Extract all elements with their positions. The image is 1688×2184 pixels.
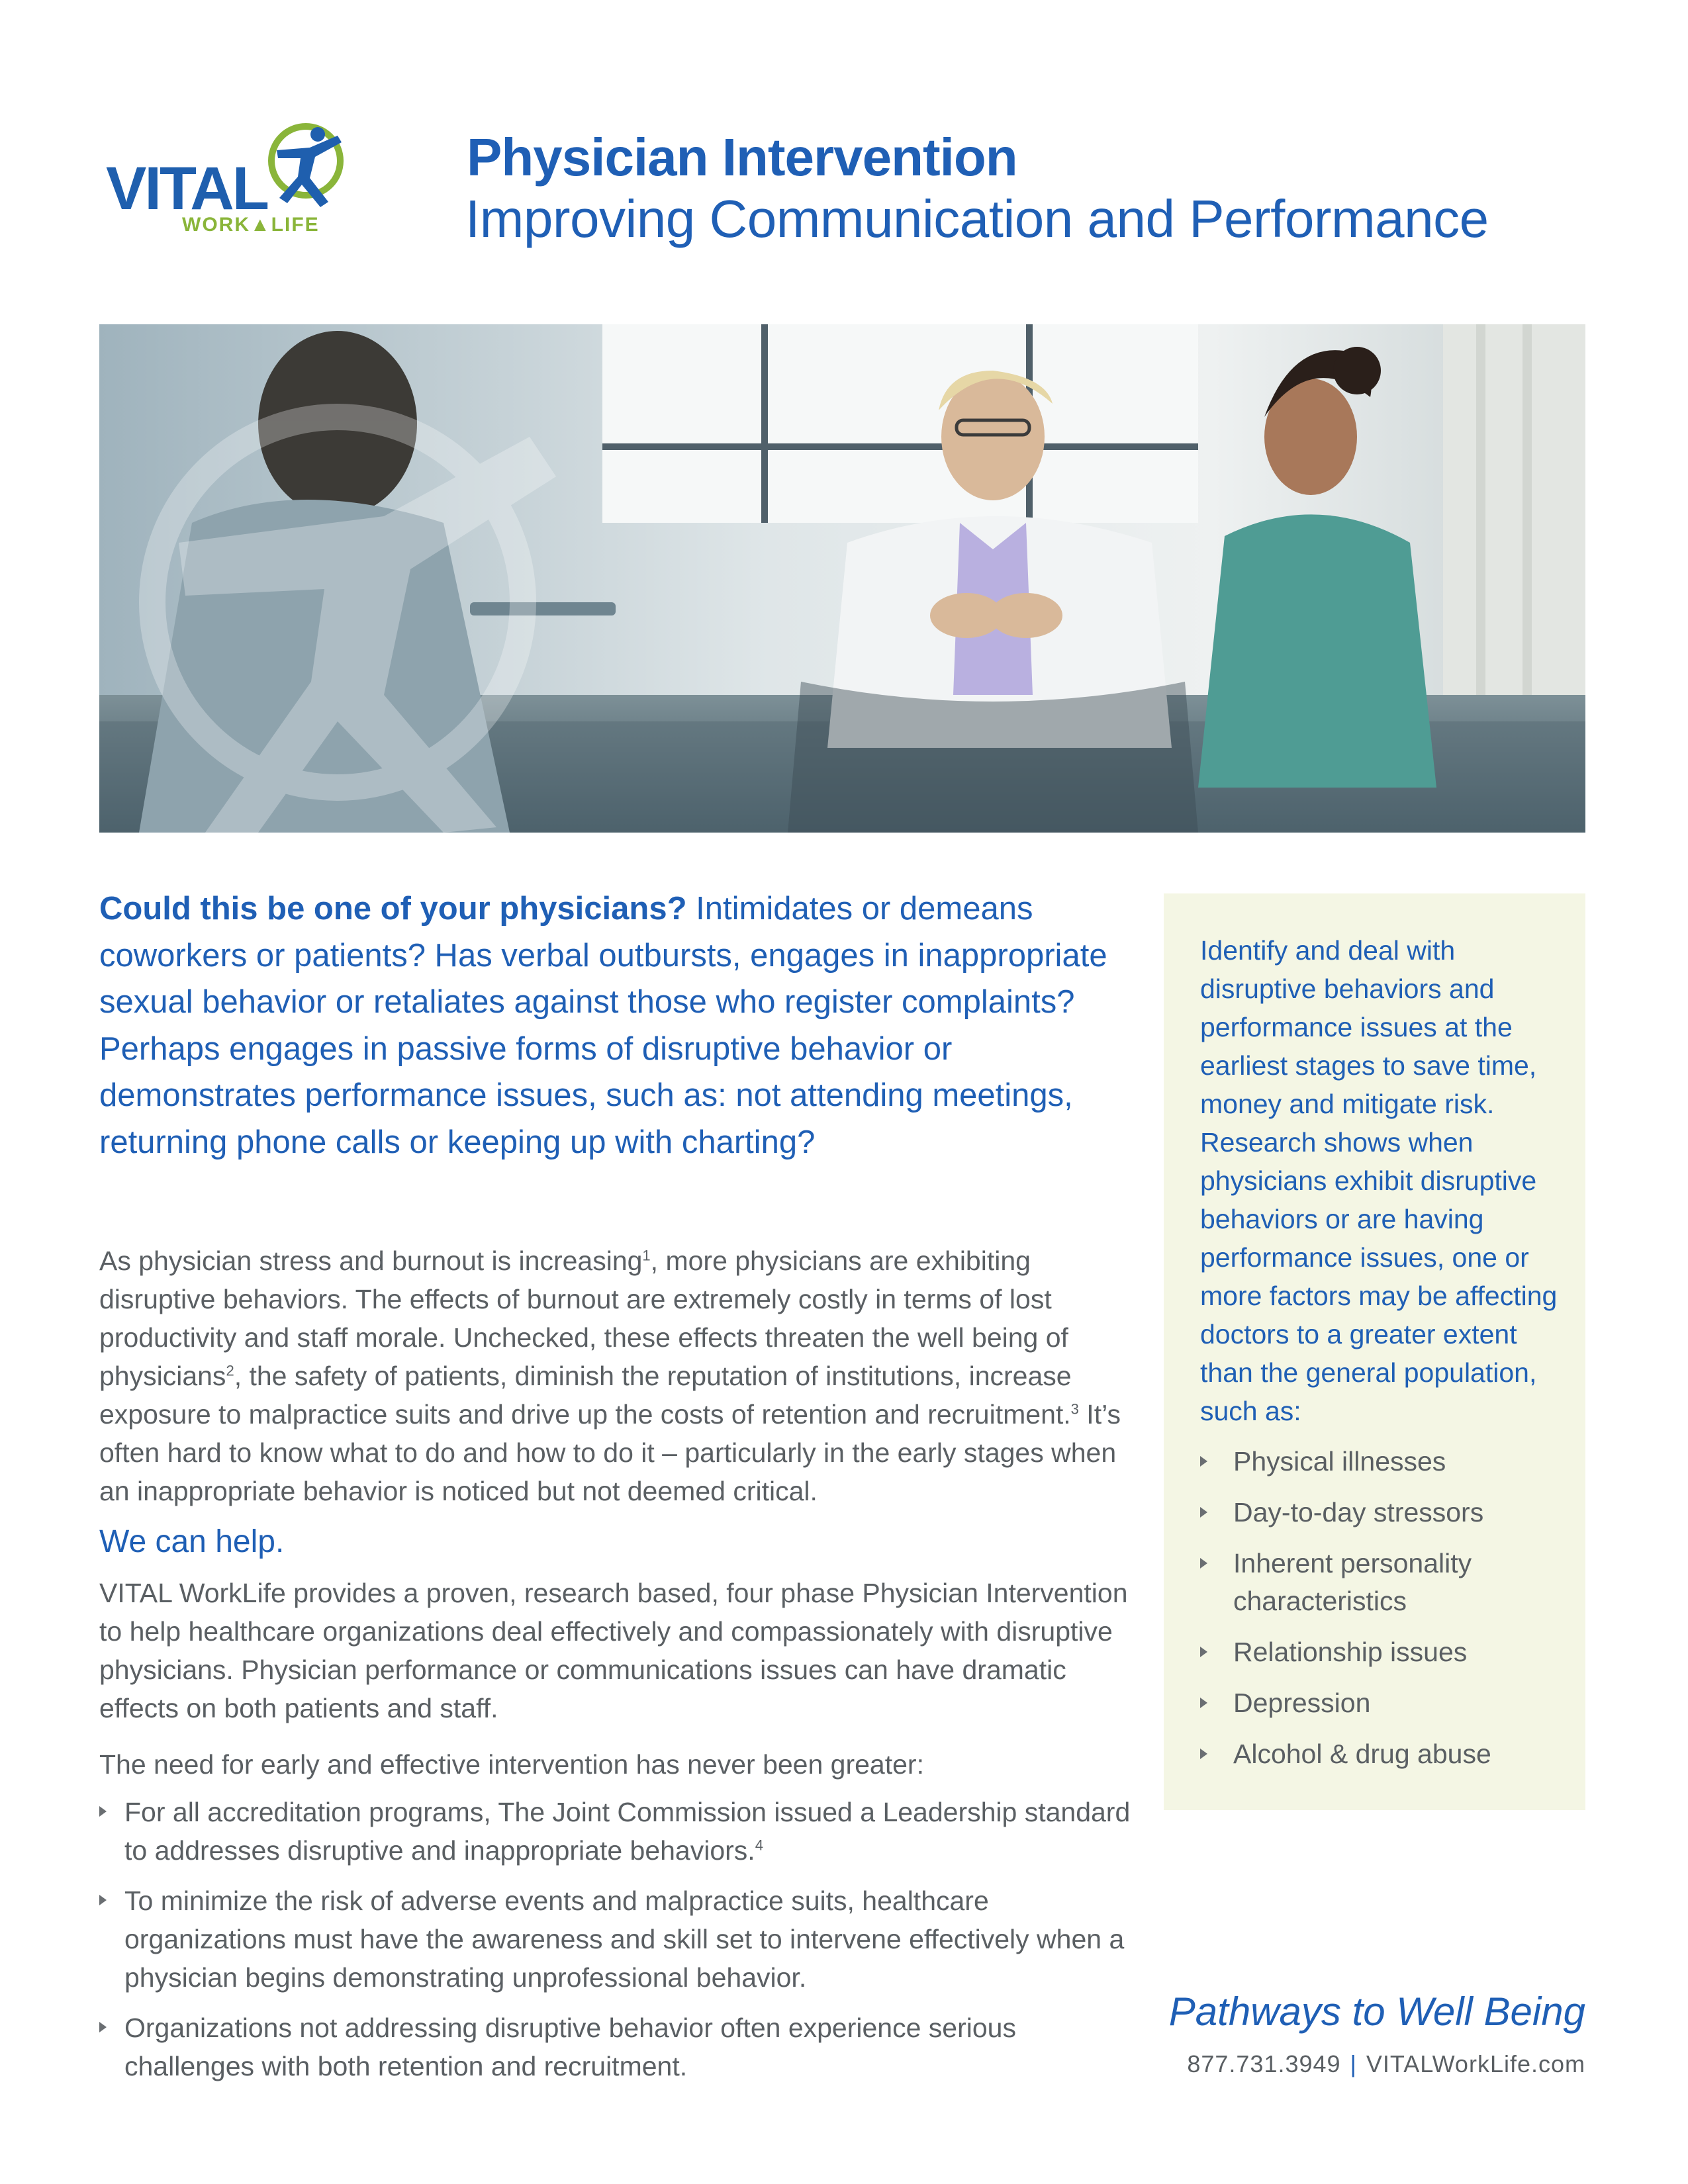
- tagline: Pathways to Well Being: [1168, 1989, 1585, 2034]
- bullet-triangle-icon: [1200, 1647, 1207, 1657]
- list-item: [1200, 1633, 1571, 1671]
- bullet-triangle-icon: [1200, 1698, 1207, 1708]
- help-paragraph: VITAL WorkLife provides a proven, research based, four phase Physician Intervention to help healthcare organizations deal effectively and compassionately with disruptive physicians. Physician performance or communications issues can have dramatic effects on both patients and staff.: [99, 1578, 1128, 1723]
- logo-wordmark: VITAL: [106, 155, 267, 222]
- need-statement: The need for early and effective intervention has never been greater:: [99, 1749, 924, 1780]
- bullet-triangle-icon: [1200, 1749, 1207, 1759]
- factor-label: Physical illnesses: [1233, 1446, 1446, 1477]
- bullet-triangle-icon: [99, 2022, 107, 2032]
- help-heading: We can help.: [99, 1524, 285, 1559]
- intro-question: [99, 886, 1132, 1165]
- footnote-ref-1: 1: [642, 1247, 651, 1264]
- para1-text-c: , the safety of patients, diminish the reputation of institutions, increase exposure to malpractice suits and drive up the costs of retention and recruitment.: [99, 1361, 1072, 1430]
- bullet-triangle-icon: [1200, 1507, 1207, 1518]
- list-item: [1200, 1684, 1571, 1722]
- bullet-triangle-icon: [1200, 1558, 1207, 1569]
- footnote-ref-3: 3: [1070, 1400, 1079, 1418]
- para1-text-a: As physician stress and burnout is increasing: [99, 1246, 643, 1276]
- meeting-photo-illustration: [99, 324, 1585, 833]
- contact-separator: |: [1350, 2050, 1357, 2077]
- list-item: [99, 2009, 1132, 2085]
- list-item: [1200, 1545, 1571, 1620]
- para1-text-d: It’s often hard to know what to do and how to do it – particularly in the early stages when an inappropriate behavior is noticed but not deemed critical.: [99, 1399, 1121, 1506]
- hero-photo: [99, 324, 1585, 833]
- page-title: Physician Intervention: [467, 128, 1017, 187]
- contact-line: [1164, 2050, 1585, 2078]
- bullet-text: Organizations not addressing disruptive behavior often experience serious challenges with both retention and recruitment.: [124, 2013, 1016, 2081]
- bullet-triangle-icon: [99, 1895, 107, 1905]
- factor-list: [1200, 1443, 1571, 1786]
- bullet-triangle-icon: [99, 1806, 107, 1817]
- website-link[interactable]: VITALWorkLife.com: [1366, 2050, 1585, 2077]
- factor-label: Alcohol & drug abuse: [1233, 1739, 1491, 1769]
- footnote-ref-4: 4: [755, 1837, 763, 1854]
- footnote-ref-2: 2: [226, 1362, 234, 1379]
- factors-sidebar: [1164, 893, 1585, 1810]
- burnout-paragraph: [99, 1242, 1145, 1510]
- bullet-text: To minimize the risk of adverse events and malpractice suits, healthcare organizations must have the awareness and skill set to intervene effectively when a physician begins demonstrating unprofessional behavior.: [124, 1886, 1125, 1993]
- factor-label: Depression: [1233, 1688, 1371, 1718]
- list-item: [1200, 1443, 1571, 1480]
- para1-text-b: , more physicians are exhibiting disruptive behaviors. The effects of burnout are extremely costly in terms of lost productivity and staff morale. Unchecked, these effects threaten the well being of physicians: [99, 1246, 1068, 1391]
- intro-text: Intimidates or demeans coworkers or patients? Has verbal outbursts, engages in inappropriate sexual behavior or retaliates against those who register complaints? Perhaps engages in passive forms of disruptive behavior or demonstrates performance issues, such as: not attending meetings, returning phone calls or keeping up with charting?: [99, 891, 1107, 1160]
- list-item: [1200, 1494, 1571, 1531]
- factor-label: Relationship issues: [1233, 1637, 1468, 1667]
- phone-number: 877.731.3949: [1187, 2050, 1341, 2077]
- logo-subtext: WORK▲LIFE: [182, 214, 320, 236]
- sidebar-text: Identify and deal with disruptive behaviors and performance issues at the earliest stages to save time, money and mitigate risk. Research shows when physicians exhibit disruptive behaviors or are having performance issues, one or more factors may be affecting doctors to a greater extent than the general population, such as:: [1200, 935, 1558, 1426]
- list-item: [99, 1882, 1132, 1997]
- factor-label: Inherent personality characteristics: [1233, 1548, 1472, 1616]
- list-item: [1200, 1735, 1571, 1773]
- list-item: [99, 1793, 1132, 1870]
- page-subtitle: Improving Communication and Performance: [465, 189, 1489, 248]
- vital-worklife-logo: [99, 116, 364, 248]
- factor-label: Day-to-day stressors: [1233, 1497, 1484, 1527]
- need-bullet-list: [99, 1793, 1132, 2097]
- bullet-triangle-icon: [1200, 1456, 1207, 1467]
- intro-lead: Could this be one of your physicians?: [99, 891, 687, 927]
- bullet-text: For all accreditation programs, The Joint Commission issued a Leadership standard to addresses disruptive and inappropriate behaviors.: [124, 1797, 1131, 1866]
